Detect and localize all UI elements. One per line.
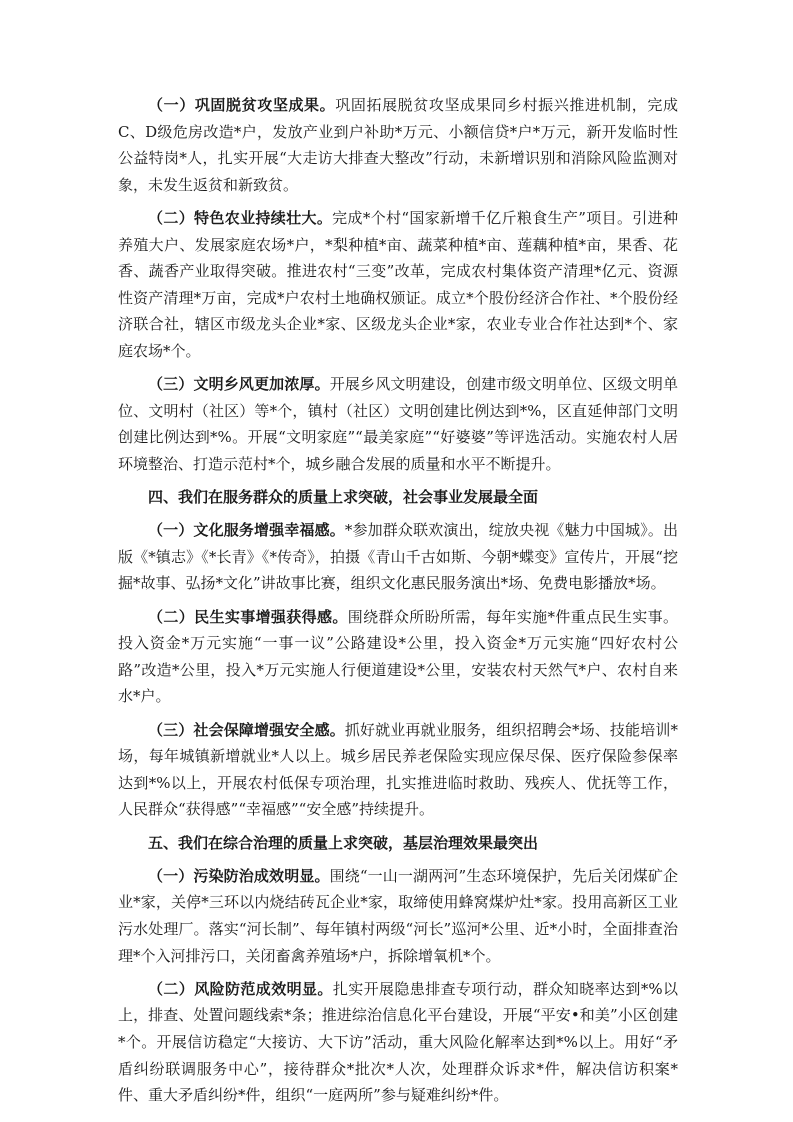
paragraph-body: 抓好就业再就业服务，组织招聘会*场、技能培训*场，每年城镇新增就业*人以上。城乡居民养老保险实现应保尽保、医疗保险参保率达到*%以上，开展农村低保专项治理，扎实推进临时救助、残疾人、优抚等工作，人民群众“获得感”“幸福感”“安全感”持续提升。 bbox=[118, 720, 678, 819]
paragraph-body: 围绕“一山一湖两河”生态环境保护，先后关闭煤矿企业*家，关停*三环以内烧结砖瓦企业*家，取缔使用蜂窝煤炉灶*家。投用高新区工业污水处理厂。落实“河长制”、每年镇村两级“河长”巡河*公里、近*小时，全面排查治理*个入河排污口，关闭畜禽养殖场*户，拆除增氧机*个。 bbox=[118, 866, 678, 965]
paragraph-lead: （二）风险防范成效明显。 bbox=[148, 979, 333, 998]
paragraph-lead: （一）巩固脱贫攻坚成果。 bbox=[148, 96, 336, 114]
paragraph-lead: （三）文明乡风更加浓厚。 bbox=[148, 375, 330, 394]
paragraph-livelihood-projects bbox=[118, 604, 678, 710]
section-heading-comprehensive-governance: 五、我们在综合治理的质量上求突破，基层治理效果最突出 bbox=[148, 833, 539, 852]
paragraph-lead: （一）污染防治成效明显。 bbox=[148, 866, 330, 885]
paragraph-lead: （一）文化服务增强幸福感。 bbox=[148, 521, 345, 540]
paragraph-body: 开展乡风文明建设，创建市级文明单位、区级文明单位、文明村（社区）等*个，镇村（社区）文明创建比例达到*%，区直延伸部门文明创建比例达到*%。开展“文明家庭”“最美家庭”“好婆婆”等评选活动。实施农村人居环境整治、打造示范村*个，城乡融合发展的质量和水平不断提升。 bbox=[118, 375, 678, 473]
paragraph-specialty-agriculture bbox=[118, 205, 678, 365]
paragraph-body: *参加群众联欢演出，绽放央视《魅力中国城》。出版《*镇志》《*长青》《*传奇》，拍摄《青山千古如斯、今朝*蝶变》宣传片，开展“挖掘*故事、弘扬*文化”讲故事比赛，组织文化惠民服务演出*场、免费电影播放*场。 bbox=[118, 521, 678, 593]
paragraph-cultural-services bbox=[118, 517, 678, 597]
paragraph-risk-prevention bbox=[118, 976, 678, 1109]
paragraph-civilized-rural-customs bbox=[118, 371, 678, 477]
paragraph-body: 扎实开展隐患排查专项行动，群众知晓率达到*%以上，排查、处置问题线索*条；推进综治信息化平台建设，开展“平安•和美”小区创建*个。开展信访稳定“大接访、大下访”活动，重大风险化解率达到*%以上。用好“矛盾纠纷联调服务中心”，接待群众*批次*人次，处理群众诉求*件，解决信访积案*件、重大矛盾纠纷*件，组织“一庭两所”参与疑难纠纷*件。 bbox=[118, 979, 678, 1105]
section-heading-serving-people: 四、我们在服务群众的质量上求突破，社会事业发展最全面 bbox=[148, 488, 539, 507]
paragraph-social-security bbox=[118, 717, 678, 823]
document-page bbox=[118, 92, 678, 1115]
paragraph-lead: （二）民生实事增强获得感。 bbox=[148, 607, 348, 626]
paragraph-body: 围绕群众所盼所需，每年实施*件重点民生实事。投入资金*万元实施“一事一议”公路建设*公里，投入资金*万元实施“四好农村公路”改造*公里，投入*万元实施人行便道建设*公里，安装农村天然气*户、农村自来水*户。 bbox=[118, 607, 678, 706]
paragraph-body: 完成*个村“国家新增千亿斤粮食生产”项目。引进种养殖大户、发展家庭农场*户，*梨种植*亩、蔬菜种植*亩、莲藕种植*亩，果香、花香、蔬香产业取得突破。推进农村“三变”改革，完成农村集体资产清理*亿元、资源性资产清理*万亩，完成*户农村土地确权颁证。成立*个股份经济合作社、*个股份经济联合社，辖区市级龙头企业*家、区级龙头企业*家，农业专业合作社达到*个、家庭农场*个。 bbox=[118, 208, 678, 360]
paragraph-body: 巩固拓展脱贫攻坚成果同乡村振兴推进机制，完成C、D级危房改造*户，发放产业到户补助*万元、小额信贷*户*万元，新开发临时性公益特岗*人，扎实开展“大走访大排查大整改”行动，未新增识别和消除风险监测对象，未发生返贫和新致贫。 bbox=[118, 96, 678, 194]
paragraph-pollution-control bbox=[118, 863, 678, 969]
paragraph-consolidate-poverty bbox=[118, 92, 678, 198]
paragraph-lead: （三）社会保障增强安全感。 bbox=[148, 720, 345, 739]
paragraph-lead: （二）特色农业持续壮大。 bbox=[148, 208, 333, 227]
